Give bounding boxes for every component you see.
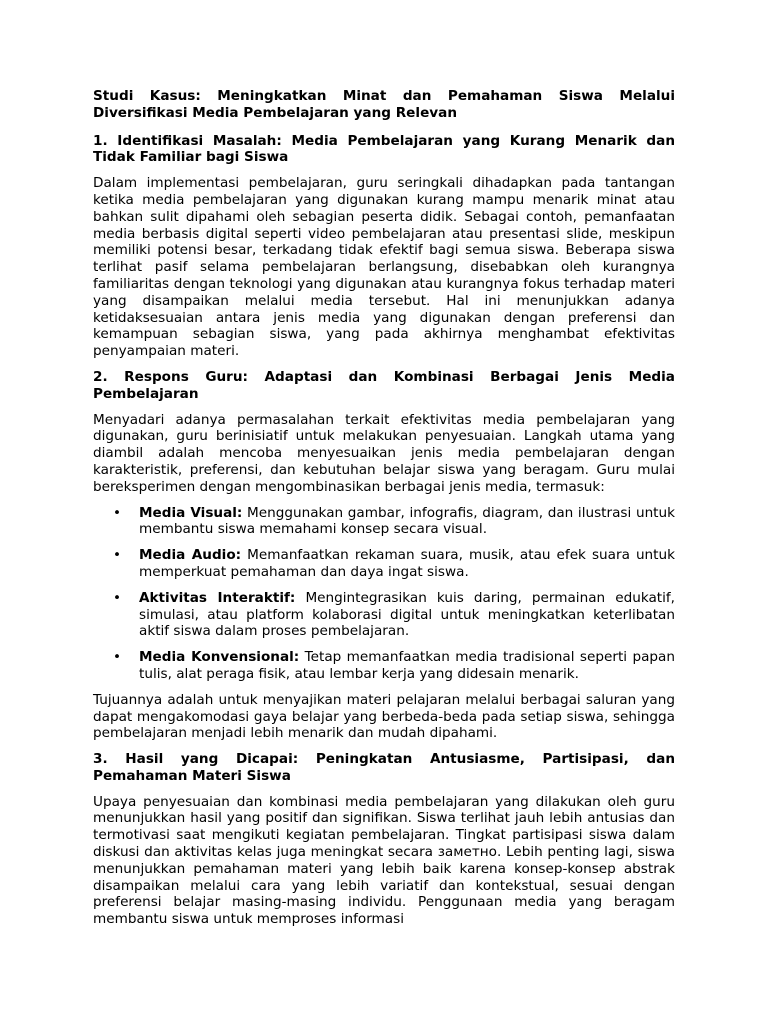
list-item-term: Aktivitas Interaktif: (139, 589, 296, 606)
section-2-heading: 2. Respons Guru: Adaptasi dan Kombinasi Berbagai Jenis Media Pembelajaran (93, 368, 675, 402)
bullet-icon: • (113, 649, 122, 666)
media-list (93, 505, 675, 683)
list-item-term: Media Audio: (139, 547, 242, 564)
bullet-icon: • (113, 589, 122, 606)
list-item-term: Media Visual: (139, 504, 243, 521)
section-2-paragraph: Menyadari adanya permasalahan terkait efektivitas media pembelajaran yang digunakan, guru berinisiatif untuk melakukan penyesuaian. Langkah utama yang diambil adalah mencoba menyesuaikan jenis media pembelajaran dengan karakteristik, preferensi, dan kebutuhan belajar siswa yang beragam. Guru mulai bereksperimen dengan mengombinasikan berbagai jenis media, termasuk: (93, 411, 675, 495)
list-item (93, 505, 675, 539)
section-3-heading: 3. Hasil yang Dicapai: Peningkatan Antusiasme, Partisipasi, dan Pemahaman Materi Siswa (93, 751, 675, 784)
list-item (93, 547, 675, 581)
bullet-icon: • (113, 504, 122, 521)
list-item-text: Menggunakan gambar, infografis, diagram, dan ilustrasi untuk membantu siswa memahami konsep secara visual. (139, 504, 676, 538)
section-1-paragraph: Dalam implementasi pembelajaran, guru seringkali dihadapkan pada tantangan ketika media pembelajaran yang digunakan kurang mampu menarik minat atau bahkan sulit dipahami oleh sebagian peserta didik. Sebagai contoh, pemanfaatan media berbasis digital seperti video pembelajaran atau presentasi slide, meskipun memiliki potensi besar, terkadang tidak efektif bagi semua siswa. Beberapa siswa terlihat pasif selama pembelajaran berlangsung, disebabkan oleh kurangnya familiaritas dengan teknologi yang digunakan atau kurangnya fokus terhadap materi yang disampaikan melalui media tersebut. Hal ini menunjukkan adanya ketidaksesuaian antara jenis media yang digunakan dengan preferensi dan kemampuan sebagian siswa, yang pada akhirnya menghambat efektivitas penyampaian materi. (93, 175, 675, 360)
list-item (93, 649, 675, 683)
section-3-paragraph: Upaya penyesuaian dan kombinasi media pembelajaran yang dilakukan oleh guru menunjukkan hasil yang positif dan signifikan. Siswa terlihat jauh lebih antusias dan termotivasi saat mengikuti kegiatan pembelajaran. Tingkat partisipasi siswa dalam diskusi dan aktivitas kelas juga meningkat secara заметно. Lebih penting lagi, siswa menunjukkan pemahaman materi yang lebih baik karena konsep-konsep abstrak disampaikan melalui cara yang lebih variatif dan kontekstual, sesuai dengan preferensi belajar masing-masing individu. Penggunaan media yang beragam membantu siswa untuk memproses informasi (93, 793, 675, 928)
list-item-text: Mengintegrasikan kuis daring, permainan edukatif, simulasi, atau platform kolaborasi digital untuk meningkatkan keterlibatan aktif siswa dalam proses pembelajaran. (139, 589, 675, 640)
list-item-text: Tetap memanfaatkan media tradisional seperti papan tulis, alat peraga fisik, atau lembar kerja yang didesain menarik. (139, 649, 675, 682)
section-1-heading: 1. Identifikasi Masalah: Media Pembelajaran yang Kurang Menarik dan Tidak Familiar bagi Siswa (93, 132, 675, 166)
document-title: Studi Kasus: Meningkatkan Minat dan Pemahaman Siswa Melalui Diversifikasi Media Pembelajaran yang Relevan (93, 88, 675, 121)
list-item-term: Media Konvensional: (139, 649, 300, 666)
section-2-closing: Tujuannya adalah untuk menyajikan materi pelajaran melalui berbagai saluran yang dapat mengakomodasi gaya belajar yang berbeda-beda pada setiap siswa, sehingga pembelajaran menjadi lebih menarik dan mudah dipahami. (93, 691, 675, 742)
bullet-icon: • (113, 547, 122, 564)
list-item (93, 590, 675, 640)
list-item-text: Memanfaatkan rekaman suara, musik, atau efek suara untuk memperkuat pemahaman dan daya ingat siswa. (139, 547, 675, 580)
